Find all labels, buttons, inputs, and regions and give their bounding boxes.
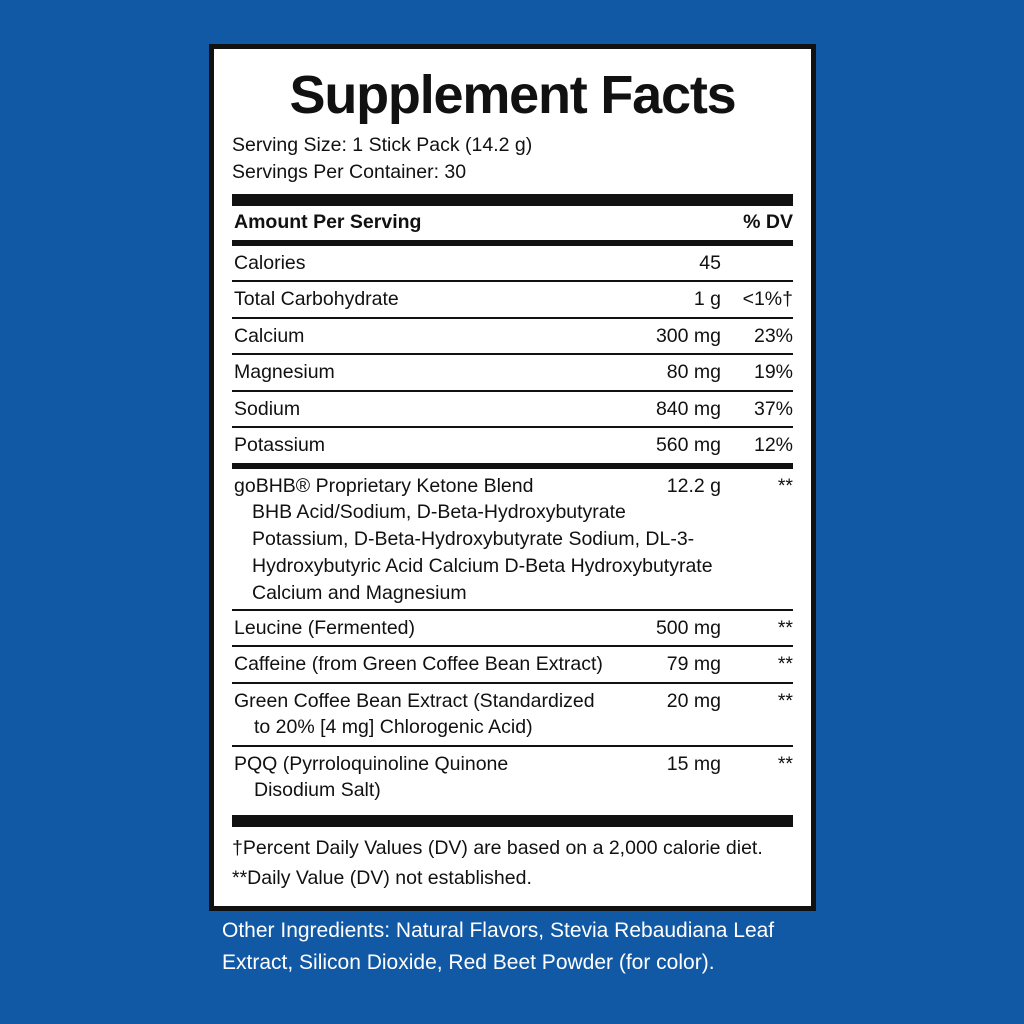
percent-dv-label: % DV (743, 211, 793, 234)
serving-size-line: Serving Size: 1 Stick Pack (14.2 g) (232, 133, 533, 156)
table-row (232, 611, 793, 646)
ingredient-amount: 15 mg (666, 752, 721, 775)
ingredient-name-line2: to 20% [4 mg] Chlorogenic Acid) (254, 716, 533, 739)
table-row (232, 355, 793, 390)
nutrient-name: Calories (234, 251, 306, 274)
footnote-dv-basis: †Percent Daily Values (DV) are based on a 2,000 calorie diet. (232, 836, 763, 859)
nutrient-name: Potassium (234, 434, 326, 457)
ingredient-name: Caffeine (from Green Coffee Bean Extract) (234, 653, 603, 676)
nutrient-dv: 23% (753, 324, 793, 347)
table-row (232, 282, 793, 317)
other-ingredients-text: Other Ingredients: Natural Flavors, Stevia Rebaudiana Leaf Extract, Silicon Dioxide, Red Beet Powder (for color). (222, 919, 775, 974)
blend-dv: ** (777, 474, 793, 497)
servings-per-container-line: Servings Per Container: 30 (232, 161, 467, 184)
ingredient-dv: ** (777, 653, 793, 676)
nutrient-amount: 1 g (693, 288, 721, 311)
ingredient-dv: ** (777, 752, 793, 775)
supplement-facts-panel (209, 44, 816, 911)
ingredient-name-block (232, 751, 626, 804)
table-row (232, 319, 793, 354)
ingredient-amount: 79 mg (666, 653, 721, 676)
table-row (232, 246, 793, 281)
nutrient-dv: <1%† (742, 288, 793, 311)
divider-thick-bottom (232, 815, 793, 827)
table-row (232, 392, 793, 427)
amount-per-serving-header (232, 206, 793, 240)
table-row (232, 747, 793, 808)
nutrient-amount: 300 mg (655, 324, 721, 347)
ingredient-name-line2: Disodium Salt) (254, 779, 381, 802)
blend-name: goBHB® Proprietary Ketone Blend (234, 474, 534, 497)
nutrient-dv: 19% (753, 361, 793, 384)
ingredient-name: PQQ (Pyrroloquinoline Quinone (234, 752, 509, 775)
nutrient-amount: 80 mg (666, 361, 721, 384)
nutrient-amount: 560 mg (655, 434, 721, 457)
nutrient-name: Sodium (234, 397, 301, 420)
nutrient-amount: 840 mg (655, 397, 721, 420)
nutrient-name: Magnesium (234, 361, 335, 384)
ingredient-name-block (232, 688, 626, 741)
ingredient-amount: 500 mg (655, 616, 721, 639)
ingredient-name: Leucine (Fermented) (234, 616, 416, 639)
table-row (232, 428, 793, 463)
ingredient-dv: ** (777, 689, 793, 712)
nutrient-dv: 12% (753, 434, 793, 457)
amount-per-serving-label: Amount Per Serving (234, 211, 422, 234)
divider-thick-top (232, 194, 793, 206)
footnote-dv-not-established: **Daily Value (DV) not established. (232, 867, 532, 890)
nutrient-name: Calcium (234, 324, 305, 347)
blend-description: BHB Acid/Sodium, D-Beta-Hydroxybutyrate Potassium, D-Beta-Hydroxybutyrate Sodium, DL-3-Hydroxybutyric Acid Calcium D-Beta Hydroxybutyrate Calcium and Magnesium (252, 501, 713, 604)
ingredient-amount: 20 mg (666, 689, 721, 712)
blend-amount: 12.2 g (666, 474, 721, 497)
nutrient-name: Total Carbohydrate (234, 288, 399, 311)
nutrient-amount: 45 (699, 251, 721, 274)
ingredient-name: Green Coffee Bean Extract (Standardized (234, 689, 595, 712)
table-row (232, 647, 793, 682)
nutrient-dv: 37% (753, 397, 793, 420)
table-row (232, 684, 793, 745)
table-row (232, 469, 793, 500)
ingredient-dv: ** (777, 616, 793, 639)
page-title: Supplement Facts (289, 65, 736, 125)
